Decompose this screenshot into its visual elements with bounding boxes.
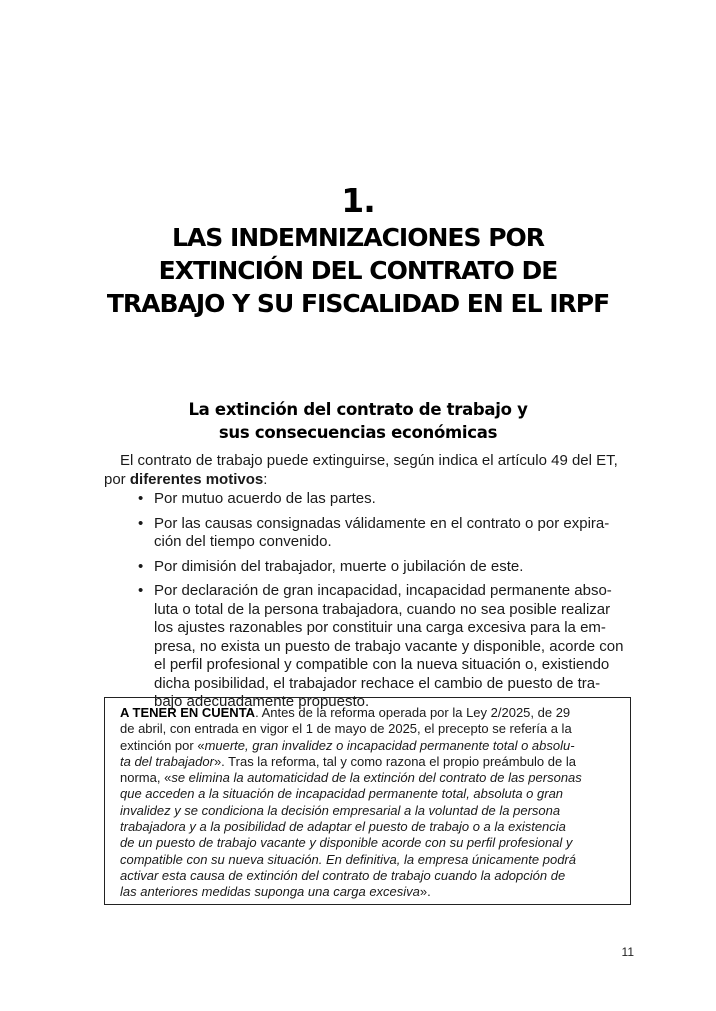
note-line — [120, 884, 616, 900]
list-item-line: presa, no exista un puesto de trabajo vacante y disponible, acorde con — [154, 637, 624, 655]
list-item-line: el perfil profesional y compatible con la nueva situación o, existiendo — [154, 656, 610, 673]
note-quote: invalidez y se condiciona la decisión empresarial a la voluntad de la persona — [120, 802, 561, 818]
note-quote: las anteriores medidas suponga una carga excesiva — [120, 884, 420, 900]
note-text: norma, « — [120, 770, 172, 786]
note-quote: compatible con su nueva situación. En definitiva, la empresa únicamente podrá — [120, 851, 576, 867]
note-line — [120, 770, 616, 786]
bullet-marker: • — [138, 490, 144, 507]
note-text: ». — [419, 884, 431, 900]
intro-text: : — [263, 470, 268, 488]
note-line — [120, 754, 616, 770]
note-line — [120, 835, 616, 851]
note-text: extinción por « — [120, 737, 205, 753]
bullet-marker: • — [138, 514, 144, 532]
list-item-line: Por mutuo acuerdo de las partes. — [154, 490, 376, 507]
list-item-line: bajo adecuadamente propuesto. — [154, 693, 370, 710]
list-item — [104, 558, 632, 577]
intro-paragraph — [104, 452, 632, 489]
page-number: 11 — [621, 945, 634, 959]
chapter-number: 1. — [341, 181, 375, 220]
bullet-marker: • — [138, 582, 144, 599]
chapter-title-line: TRABAJO Y SU FISCALIDAD EN EL IRPF — [106, 289, 610, 318]
chapter-title-line: LAS INDEMNIZACIONES POR — [171, 223, 545, 252]
note-quote: de un puesto de trabajo vacante y disponible acorde con su perfil profesional y — [120, 835, 573, 851]
list-item-line: ción del tiempo convenido. — [154, 533, 332, 550]
note-quote: muerte, gran invalidez o incapacidad permanente total o absolu- — [204, 737, 575, 753]
note-line — [120, 819, 616, 835]
section-heading-line: sus consecuencias económicas — [218, 423, 498, 442]
list-item — [104, 582, 632, 712]
list-item-line: Por dimisión del trabajador, muerte o jubilación de este. — [154, 557, 524, 575]
motives-list — [104, 490, 632, 718]
note-label: A TENER EN CUENTA — [120, 705, 256, 720]
note-text: . Antes de la reforma operada por la Ley 2/2025, de 29 — [255, 705, 571, 720]
section-heading — [80, 398, 636, 444]
chapter-title-line: EXTINCIÓN DEL CONTRATO DE — [158, 256, 558, 285]
intro-line: El contrato de trabajo puede extinguirse, según indica el artículo 49 del ET, — [120, 452, 618, 469]
note-quote: activar esta causa de extinción del contrato de trabajo cuando la adopción de — [120, 867, 566, 883]
list-item — [104, 515, 632, 552]
intro-text: por — [104, 470, 130, 488]
note-quote: que acceden a la situación de incapacidad permanente total, absoluta o gran — [120, 786, 564, 802]
chapter-title — [60, 221, 656, 320]
note-line: de abril, con entrada en vigor el 1 de mayo de 2025, el precepto se refería a la — [120, 721, 572, 737]
intro-line — [104, 471, 632, 490]
section-heading-line: La extinción del contrato de trabajo y — [188, 400, 528, 419]
note-quote: se elimina la automaticidad de la extinción del contrato de las personas — [171, 770, 582, 786]
note-line — [120, 705, 616, 721]
list-item-line: los ajustes razonables por constituir una carga excesiva para la em- — [154, 619, 606, 636]
note-box — [104, 697, 631, 905]
list-item-line: dicha posibilidad, el trabajador rechace el cambio de puesto de tra- — [154, 674, 601, 692]
note-line — [120, 868, 616, 884]
bullet-marker: • — [138, 557, 144, 575]
note-line — [120, 852, 616, 868]
note-line — [120, 786, 616, 802]
note-line — [120, 738, 616, 754]
list-item-line: luta o total de la persona trabajadora, cuando no sea posible realizar — [154, 600, 611, 618]
list-item-line: Por las causas consignadas válidamente en el contrato o por expira- — [154, 514, 610, 532]
note-quote: ta del trabajador — [120, 753, 214, 769]
note-text: ». Tras la reforma, tal y como razona el propio preámbulo de la — [213, 753, 576, 769]
note-quote: trabajadora y a la posibilidad de adaptar el puesto de trabajo o a la existencia — [120, 819, 566, 835]
list-item-line: Por declaración de gran incapacidad, incapacidad permanente abso- — [154, 582, 612, 599]
note-line — [120, 803, 616, 819]
list-item — [104, 490, 632, 509]
intro-emphasis: diferentes motivos — [129, 470, 264, 488]
